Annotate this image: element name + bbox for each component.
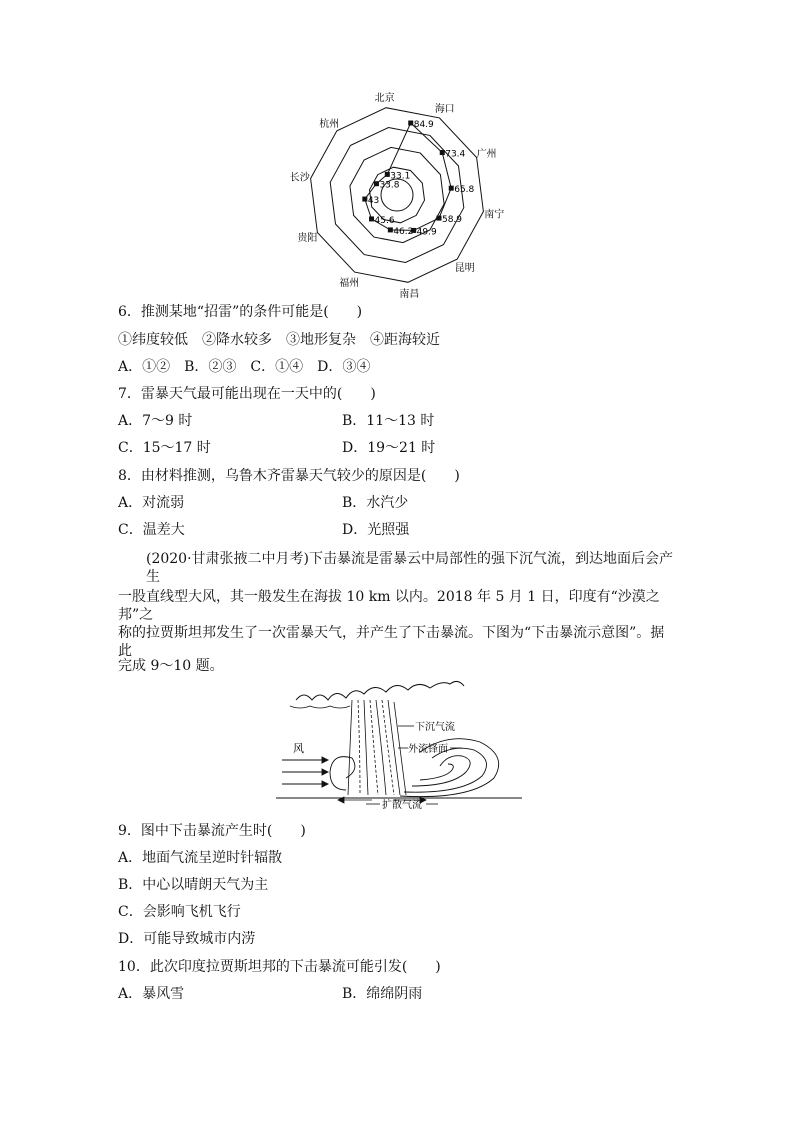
radar-city-label: 杭州 [319,118,340,130]
downdraft-label: 下沉气流 [415,722,455,733]
radar-point-marker [408,121,413,126]
question-7-stem: 7．雷暴天气最可能出现在一天中的( ) [118,386,376,402]
radar-value-label: 84.9 [413,120,434,131]
radar-value-label: 65.8 [454,185,475,196]
passage-line-2: 一股直线型大风，其一般发生在海拔 10 km 以内。2018 年 5 月 1 日，印度有“沙漠之邦”之 [118,589,660,623]
question-8-option-c: C．温差大 [118,522,185,538]
downburst-diagram [272,678,526,812]
radar-point-marker [449,186,454,191]
radar-value-label: 49.9 [416,227,437,238]
question-6-options: A．①② B．②③ C．①④ D．③④ [118,359,371,375]
radar-city-label: 福州 [339,277,360,289]
radar-value-label: 33.8 [379,180,400,191]
wind-arrows [282,757,328,787]
radar-point-marker [388,227,393,232]
radar-value-label: 46.2 [393,226,414,237]
radar-value-label: 58.9 [441,215,463,226]
radar-city-label: 南宁 [484,209,505,221]
passage-line-4: 完成 9～10 题。 [118,658,224,674]
radar-point-marker [369,216,374,221]
question-9-stem: 9．图中下击暴流产生时( ) [118,823,306,839]
radar-city-label: 海口 [434,104,455,116]
question-10-option-b: B．绵绵阴雨 [342,986,423,1002]
radar-point-marker [440,150,445,155]
question-6-stem: 6．推测某地“招雷”的条件可能是( ) [118,304,363,320]
radar-city-label: 昆明 [454,263,475,275]
thunderstorm-days-radar-chart [280,92,514,301]
radar-point-marker [385,172,390,177]
radar-value-label: 43 [367,196,380,207]
downdraft-streaks [348,700,406,795]
question-10-stem: 10．此次印度拉贾斯坦邦的下击暴流可能引发( ) [118,959,441,975]
passage-line-1: (2020·甘肃张掖二中月考)下击暴流是雷暴云中局部性的强下沉气流，到达地面后会产生 [146,551,674,585]
left-curl [330,757,355,790]
radar-value-label: 33.1 [390,171,411,182]
question-7-option-c: C．15～17 时 [118,440,211,456]
question-9-option-d: D．可能导致城市内涝 [118,931,256,947]
cloud-outline [296,681,464,700]
radar-city-label: 长沙 [289,172,310,184]
question-9-option-b: B．中心以晴朗天气为主 [118,877,269,893]
question-8-option-b: B．水汽少 [342,495,409,511]
question-8-option-d: D．光照强 [342,522,410,538]
question-7-option-a: A．7～9 时 [118,413,193,429]
radar-value-label: 73.4 [445,149,466,160]
question-9-option-a: A．地面气流呈逆时针辐散 [118,850,283,866]
radar-point-marker [374,181,379,186]
gust-front-label: 外流锋面 [408,744,448,755]
question-10-option-a: A．暴风雪 [118,986,185,1002]
passage-line-3: 称的拉贾斯坦邦发生了一次雷暴天气，并产生了下击暴流。下图为“下击暴流示意图”。据此 [118,625,665,659]
question-9-option-c: C．会影响飞机飞行 [118,904,241,920]
radar-city-label: 南昌 [399,289,420,301]
radar-city-label: 北京 [374,92,395,104]
radar-city-label: 广州 [476,148,497,160]
question-6-items: ①纬度较低 ②降水较多 ③地形复杂 ④距海较近 [118,332,440,348]
radar-point-marker [436,216,441,221]
spread-flow-label: 扩散气流 [382,800,422,811]
question-8-stem: 8．由材料推测，乌鲁木齐雷暴天气较少的原因是( ) [118,468,460,484]
question-8-option-a: A．对流弱 [118,495,185,511]
radar-city-label: 贵阳 [297,233,318,245]
question-7-option-d: D．19～21 时 [342,440,436,456]
radar-point-marker [362,197,367,202]
radar-value-label: 45.6 [374,215,395,226]
wind-label: 风 [293,742,304,755]
question-7-option-b: B．11～13 时 [342,413,435,429]
